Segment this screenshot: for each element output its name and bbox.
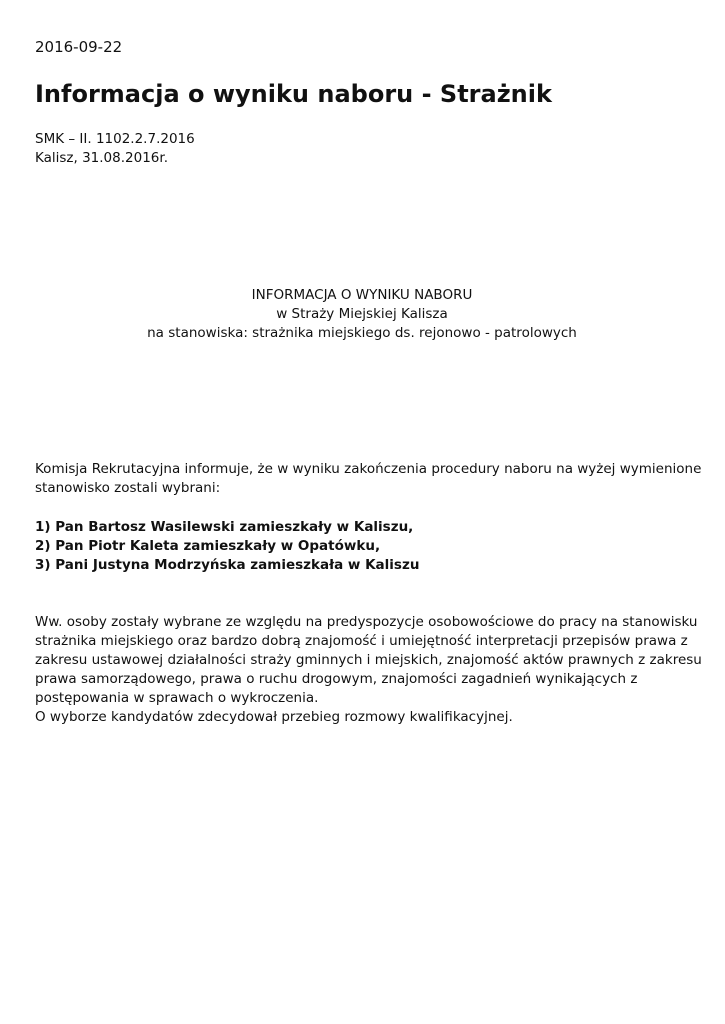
announcement-line-2: w Straży Miejskiej Kalisza [276,306,448,322]
page-title: Informacja o wyniku naboru - Strażnik [35,80,552,108]
intro-line-2: stanowisko zostali wybrani: [35,480,221,496]
justification-line-4: prawa samorządowego, prawa o ruchu drogowym, znajomości zagadnień wynikających z [35,671,638,687]
justification-line-6: O wyborze kandydatów zdecydował przebieg rozmowy kwalifikacyjnej. [35,709,513,725]
justification-line-3: zakresu ustawowej działalności straży gminnych i miejskich, znajomość aktów prawnych z zakresu [35,652,702,668]
reference-block [35,130,195,168]
justification-line-2: strażnika miejskiego oraz bardzo dobrą znajomość i umiejętność interpretacji przepisów prawa z [35,633,688,649]
reference-number: SMK – II. 1102.2.7.2016 [35,131,195,147]
announcement-heading [35,286,689,343]
list-item: 1) Pan Bartosz Wasilewski zamieszkały w Kaliszu, [35,519,414,535]
place-and-date: Kalisz, 31.08.2016r. [35,150,168,166]
justification-paragraph [35,613,702,727]
selected-candidates-list [35,518,419,575]
justification-line-1: Ww. osoby zostały wybrane ze względu na predyspozycje osobowościowe do pracy na stanowisku [35,614,698,630]
justification-line-5: postępowania w sprawach o wykroczenia. [35,690,319,706]
intro-line-1: Komisja Rekrutacyjna informuje, że w wyniku zakończenia procedury naboru na wyżej wymienione [35,461,702,477]
announcement-line-1: INFORMACJA O WYNIKU NABORU [251,287,473,303]
list-item: 3) Pani Justyna Modrzyńska zamieszkała w Kaliszu [35,557,420,573]
announcement-line-3: na stanowiska: strażnika miejskiego ds. rejonowo - patrolowych [147,325,577,341]
list-item: 2) Pan Piotr Kaleta zamieszkały w Opatówku, [35,538,381,554]
publication-date: 2016-09-22 [35,38,123,56]
intro-paragraph [35,460,702,498]
